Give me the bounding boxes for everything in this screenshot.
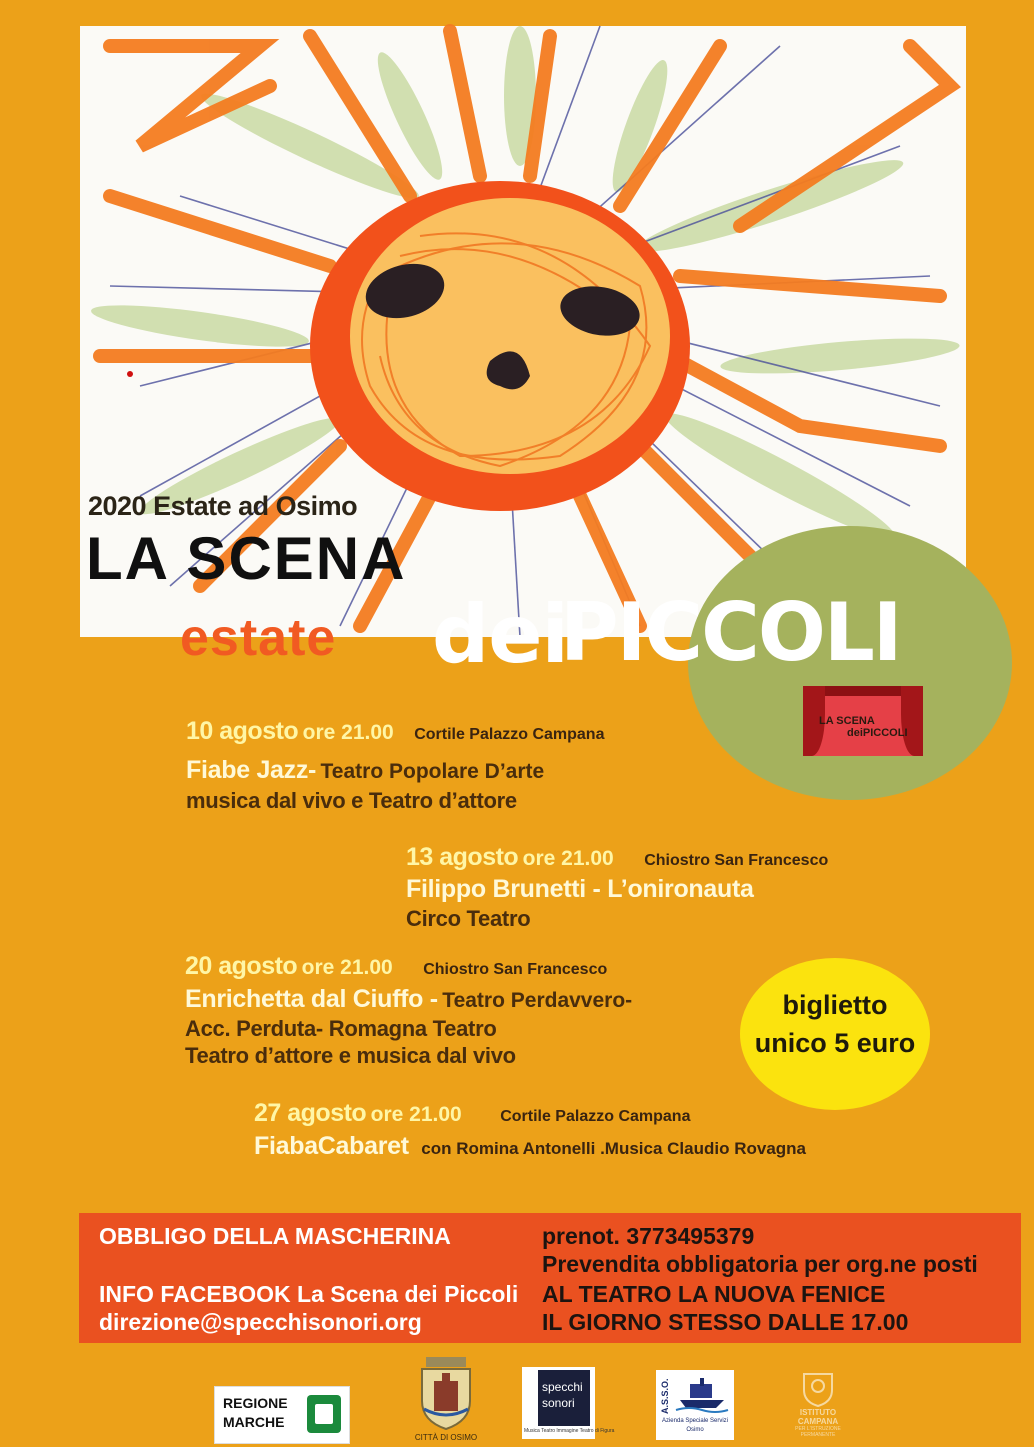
mask-notice: OBBLIGO DELLA MASCHERINA (99, 1223, 451, 1249)
specchi-text-1: specchi (542, 1380, 583, 1394)
event-date: 13 agosto (406, 843, 519, 871)
regione-marche-logo (214, 1386, 350, 1444)
regione-text-2: MARCHE (223, 1414, 285, 1430)
title-piccoli: PICCOLI (560, 586, 901, 679)
ticket-line-1: biglietto (782, 990, 888, 1020)
event-title: Enrichetta dal Ciuffo - (185, 985, 438, 1013)
title-la-scena: LA SCENA (86, 525, 407, 592)
event-4-title-row (254, 1132, 806, 1161)
info-band (79, 1213, 1021, 1343)
event-2-title: Filippo Brunetti - L’onironauta (406, 875, 754, 903)
event-venue: Chiostro San Francesco (644, 852, 829, 869)
ticket-line-2: unico 5 euro (754, 1028, 916, 1058)
ticket-price-badge (740, 958, 930, 1110)
booking-phone[interactable]: prenot. 3773495379 (542, 1223, 755, 1249)
event-title: FiabaCabaret (254, 1132, 409, 1160)
citta-di-osimo-logo (412, 1349, 480, 1445)
event-venue: Cortile Palazzo Campana (414, 726, 605, 743)
event-1-line: musica dal vivo e Teatro d’attore (186, 788, 517, 813)
istituto-text-3: PER L'ISTRUZIONE (795, 1426, 841, 1432)
event-company: Teatro Popolare D’arte (320, 760, 545, 783)
title-dei: dei (432, 588, 568, 681)
logo-line-1: LA SCENA (819, 715, 875, 727)
event-date: 10 agosto (186, 717, 299, 745)
event-3-title-row (185, 985, 632, 1014)
event-time: ore 21.00 (301, 956, 393, 979)
event-company: con Romina Antonelli .Musica Claudio Rovagna (421, 1139, 806, 1158)
specchi-sonori-logo (522, 1367, 615, 1439)
event-4 (254, 1099, 690, 1128)
theatre-location: AL TEATRO LA NUOVA FENICE (542, 1281, 886, 1307)
curtain-right-icon (901, 686, 923, 756)
asso-caption-1: Azienda Speciale Servizi (661, 1418, 729, 1424)
istituto-text-4: PERMANENTE (800, 1432, 836, 1438)
istituto-text-2: CAMPANA (797, 1417, 839, 1426)
event-2 (406, 843, 828, 872)
regione-emblem-icon (307, 1395, 341, 1433)
presale-notice: Prevendita obbligatoria per org.ne posti (542, 1251, 978, 1277)
specchi-text-2: sonori (542, 1396, 575, 1410)
email-contact[interactable]: direzione@specchisonori.org (99, 1309, 422, 1335)
event-date: 20 agosto (185, 952, 298, 980)
event-venue: Cortile Palazzo Campana (500, 1108, 691, 1125)
event-time: ore 21.00 (370, 1103, 462, 1126)
event-date: 27 agosto (254, 1099, 367, 1127)
event-3-line-2: Teatro d’attore e musica dal vivo (185, 1043, 516, 1068)
asso-caption-2: Osimo (686, 1427, 704, 1433)
ship-icon (676, 1376, 728, 1412)
specchi-panel (538, 1370, 590, 1426)
specchi-caption: Musica Teatro Immagine Teatro di Figura (524, 1428, 615, 1434)
istituto-text-1: ISTITUTO (799, 1408, 837, 1417)
istituto-campana-logo (780, 1370, 856, 1442)
event-1 (186, 717, 604, 746)
asso-name: A.S.S.O. (660, 1378, 670, 1414)
event-1-title-row (186, 756, 544, 785)
event-subtitle: 2020 Estate ad Osimo (88, 491, 358, 521)
event-title: Fiabe Jazz- (186, 756, 317, 784)
event-3-line-1: Acc. Perduta- Romagna Teatro (185, 1016, 497, 1041)
event-venue: Chiostro San Francesco (423, 961, 608, 978)
event-3 (185, 952, 607, 981)
event-company: Teatro Perdavvero- (442, 989, 633, 1012)
event-2-line: Circo Teatro (406, 906, 531, 931)
istituto-crest-icon (798, 1370, 838, 1406)
osimo-crest-icon (412, 1349, 480, 1431)
facebook-info: INFO FACEBOOK La Scena dei Piccoli (99, 1281, 519, 1307)
regione-text-1: REGIONE (223, 1395, 288, 1411)
osimo-caption: CITTÀ DI OSIMO (414, 1433, 478, 1442)
event-time: ore 21.00 (302, 721, 394, 744)
presale-time: IL GIORNO STESSO DALLE 17.00 (542, 1309, 909, 1335)
asso-logo (656, 1370, 734, 1440)
la-scena-logo (803, 686, 923, 756)
event-time: ore 21.00 (522, 847, 614, 870)
logo-line-2: deiPICCOLI (847, 727, 908, 739)
title-estate: estate (180, 609, 337, 667)
